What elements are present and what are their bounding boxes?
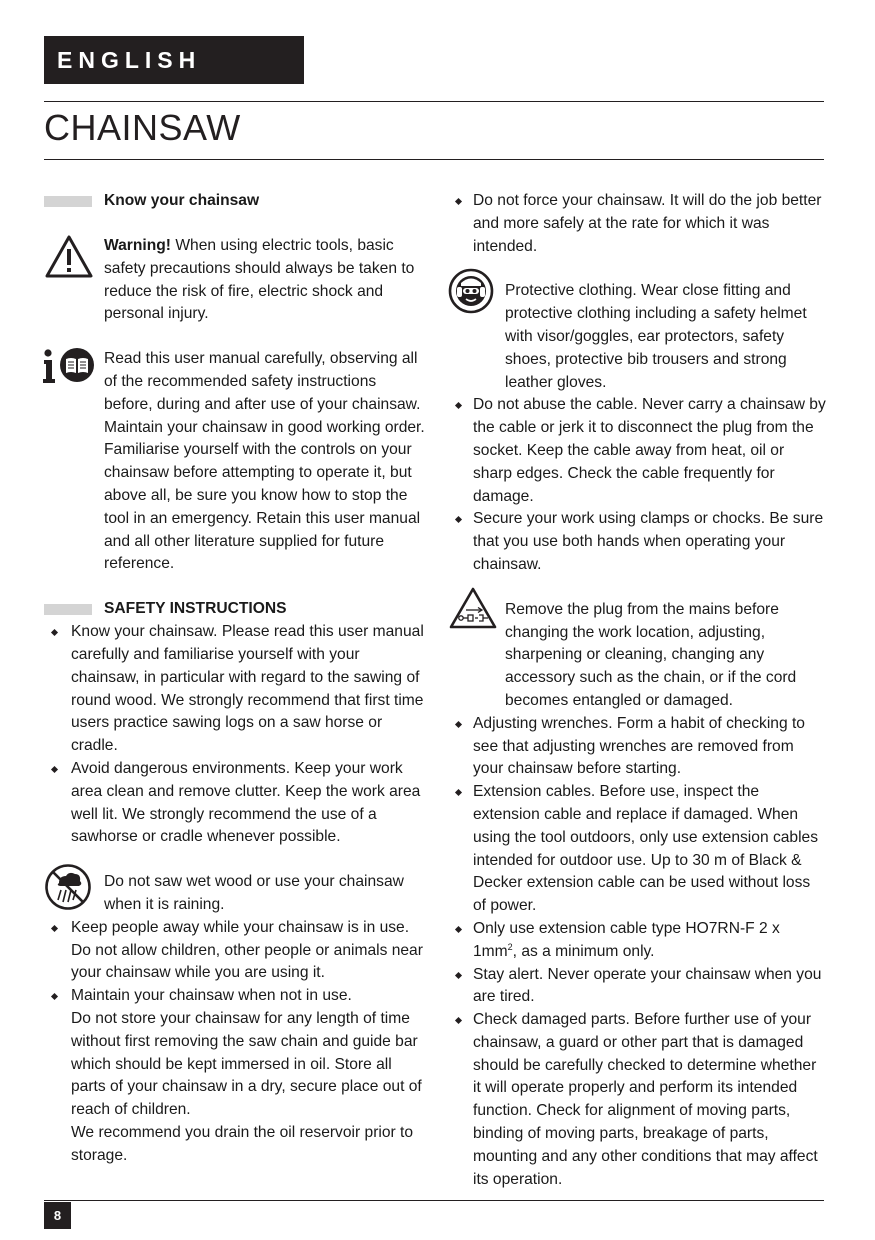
- know-your-chainsaw-heading: [44, 190, 428, 213]
- clothing-paragraph: [448, 280, 826, 394]
- clothing-text: Protective clothing. Wear close fitting and protective clothing including a safety helmet with visor/goggles, ear protectors, safety shoes, protective bib trousers and strong leather gloves.: [505, 282, 807, 391]
- safety-bullets-b: [44, 917, 428, 1168]
- unplug-paragraph: [448, 599, 826, 713]
- heading-bar: [44, 604, 92, 615]
- list-item: Stay alert. Never operate your chainsaw when you are tired.: [448, 964, 826, 1010]
- manual-paragraph: [44, 348, 428, 576]
- maintain-continuation: Do not store your chainsaw for any length of time without first removing the saw chain and guide bar which should be kept immersed in oil. Store all parts of your chainsaw in a dry, secure place out of reach of children.: [71, 1009, 422, 1119]
- list-item: Avoid dangerous environments. Keep your work area clean and remove clutter. Keep the work area well lit. We strongly recommend the use of a sawhorse or cradle whenever possible.: [44, 758, 428, 849]
- list-item: Extension cables. Before use, inspect the extension cable and replace if damaged. When using the tool outdoors, only use extension cables intended for outdoor use. Up to 30 m of Black & Decker extension cable can be used without loss of power.: [448, 781, 826, 918]
- cable-type-text: Only use extension cable type HO7RN-F 2 x 1mm: [473, 919, 780, 960]
- right-bullets-c: [448, 713, 826, 1192]
- maintain-lead: Maintain your chainsaw when not in use.: [71, 987, 352, 1005]
- right-column: [448, 190, 826, 1191]
- list-item: Check damaged parts. Before further use of your chainsaw, a guard or other part that is damaged should be carefully checked to determine whether it will operate properly and perform its intended function. Check for alignment of moving parts, binding of moving parts, breakage of parts, mounting and any other conditions that may affect its operation.: [448, 1009, 826, 1191]
- left-column: [44, 190, 428, 1167]
- right-bullets-b: [448, 394, 826, 576]
- heading-text: SAFETY INSTRUCTIONS: [104, 600, 287, 618]
- list-item: Know your chainsaw. Please read this user manual carefully and familiarise yourself with your chainsaw, in particular with regard to the sawing of round wood. We strongly recommend that first time users practice sawing logs on a saw horse or cradle.: [44, 621, 428, 758]
- title-top-rule: [44, 101, 824, 102]
- cable-type-superscript: 2: [507, 941, 513, 952]
- maintain-continuation: We recommend you drain the oil reservoir prior to storage.: [71, 1123, 414, 1164]
- list-item: Adjusting wrenches. Form a habit of checking to see that adjusting wrenches are removed from your chainsaw before starting.: [448, 713, 826, 781]
- heading-text: Know your chainsaw: [104, 192, 260, 209]
- no-rain-icon: [44, 863, 92, 919]
- language-banner: ENGLISH: [44, 36, 304, 84]
- unplug-text: Remove the plug from the mains before changing the work location, adjusting, sharpening or cleaning, changing any accessory such as the chain, or if the cord becomes entangled or damaged.: [505, 600, 797, 709]
- cable-type-text-end: , as a minimum only.: [512, 942, 655, 960]
- safety-instructions-heading: [44, 598, 428, 621]
- heading-bar: [44, 196, 92, 207]
- warning-text: When using electric tools, basic safety precautions should always be taken to reduce the risk of fire, electric shock and personal injury.: [104, 237, 415, 323]
- read-manual-icon: [42, 346, 96, 394]
- list-item: Keep people away while your chainsaw is in use. Do not allow children, other people or animals near your chainsaw while you are using it.: [44, 917, 428, 985]
- page-title: CHAINSAW: [44, 107, 241, 148]
- list-item: Do not force your chainsaw. It will do the job better and more safely at the rate for which it was intended.: [448, 190, 826, 258]
- list-item: Do not abuse the cable. Never carry a chainsaw by the cable or jerk it to disconnect the plug from the socket. Keep the cable away from heat, oil or sharp edges. Check the cable frequently for damage.: [448, 394, 826, 508]
- list-item: Secure your work using clamps or chocks. Be sure that you use both hands when operating your chainsaw.: [448, 508, 826, 576]
- footer-rule: [44, 1200, 824, 1201]
- safety-bullets-a: [44, 621, 428, 849]
- warning-triangle-icon: [44, 233, 94, 287]
- title-bottom-rule: [44, 159, 824, 160]
- rain-paragraph: [44, 871, 428, 917]
- protective-gear-icon: [448, 268, 494, 322]
- right-bullets-a: [448, 190, 826, 258]
- unplug-warning-icon: [448, 585, 498, 639]
- manual-text: Read this user manual carefully, observing all of the recommended safety instructions before, during and after use of your chainsaw. Maintain your chainsaw in good working order. Familiarise yourself with the controls on your chainsaw before attempting to operate it, but above all, be sure you know how to stop the tool in an emergency. Retain this user manual and all other literature supplied for future reference.: [104, 350, 425, 573]
- list-item: [44, 985, 428, 1167]
- page-number: 8: [44, 1202, 71, 1229]
- warning-label: Warning!: [104, 237, 171, 254]
- warning-paragraph: [44, 235, 428, 326]
- rain-text: Do not saw wet wood or use your chainsaw when it is raining.: [104, 873, 404, 913]
- list-item: [448, 918, 826, 964]
